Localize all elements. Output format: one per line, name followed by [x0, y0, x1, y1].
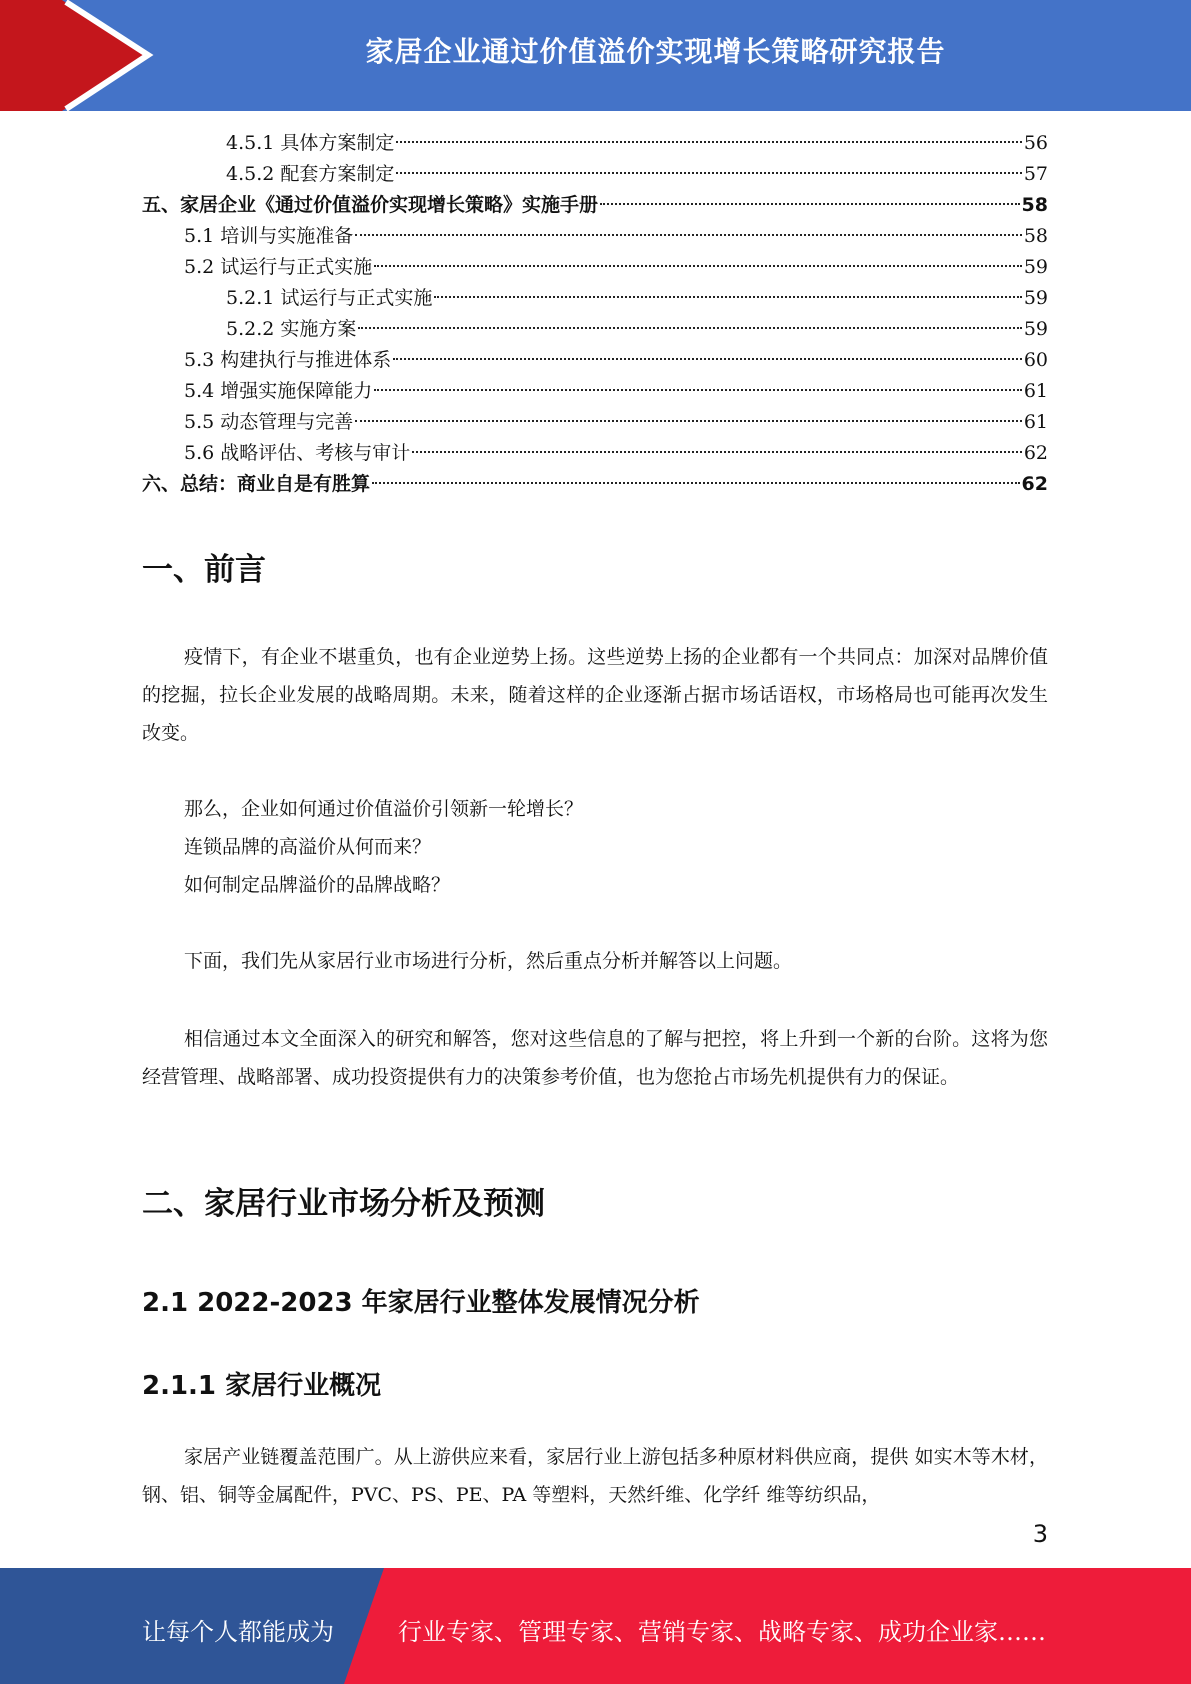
question-line-1: 那么，企业如何通过价值溢价引领新一轮增长？ [184, 798, 584, 820]
toc-entry-page: 61 [1023, 380, 1048, 402]
toc-entry-page: 62 [1023, 442, 1048, 464]
table-of-contents [142, 128, 1048, 500]
footer-slogan-left: 让每个人都能成为 [142, 1618, 334, 1646]
page-footer [0, 1568, 1191, 1684]
red-chevron-decoration [0, 0, 160, 111]
toc-leader-dots [393, 358, 1022, 360]
toc-entry-page: 61 [1023, 411, 1048, 433]
toc-entry-page: 58 [1023, 225, 1048, 247]
toc-entry-page: 59 [1023, 318, 1048, 340]
toc-entry[interactable] [142, 376, 1048, 407]
industry-overview-paragraph: 家居产业链覆盖范围广。从上游供应来看，家居行业上游包括多种原材料供应商，提供 如实木等木材，钢、铝、铜等金属配件，PVC、PS、PE、PA 等塑料，天然纤维、化学纤 维等纺织品， [142, 1446, 1048, 1506]
question-line-2: 连锁品牌的高溢价从何而来？ [184, 836, 432, 858]
toc-entry[interactable] [142, 283, 1048, 314]
page-header [0, 0, 1191, 111]
preface-paragraph-3: 相信通过本文全面深入的研究和解答，您对这些信息的了解与把控，将上升到一个新的台阶。这将为您经营管理、战略部署、成功投资提供有力的决策参考价值，也为您抢占市场先机提供有力的保证。 [142, 1028, 1048, 1088]
toc-entry[interactable] [142, 469, 1048, 500]
section-heading-preface: 一、前言 [142, 552, 266, 588]
toc-entry-page: 58 [1021, 194, 1048, 216]
toc-entry-page: 59 [1023, 256, 1048, 278]
toc-entry-title: 六、总结：商业自是有胜算 [142, 473, 371, 495]
toc-leader-dots [355, 420, 1022, 422]
subsection-heading-2-1: 2.1 2022-2023 年家居行业整体发展情况分析 [142, 1288, 700, 1318]
toc-entry-page: 62 [1021, 473, 1048, 495]
question-line-3: 如何制定品牌溢价的品牌战略？ [184, 874, 451, 896]
toc-entry-title: 5.6 战略评估、考核与审计 [184, 442, 411, 464]
toc-leader-dots [434, 296, 1021, 298]
section-heading-market-analysis: 二、家居行业市场分析及预测 [142, 1186, 545, 1222]
toc-entry[interactable] [142, 314, 1048, 345]
toc-entry[interactable] [142, 407, 1048, 438]
toc-entry[interactable] [142, 221, 1048, 252]
toc-leader-dots [372, 482, 1020, 484]
toc-entry-title: 5.2.1 试运行与正式实施 [226, 287, 433, 309]
toc-leader-dots [396, 141, 1021, 143]
toc-leader-dots [600, 203, 1020, 205]
report-title: 家居企业通过价值溢价实现增长策略研究报告 [365, 35, 946, 68]
toc-leader-dots [374, 265, 1022, 267]
toc-entry[interactable] [142, 128, 1048, 159]
toc-entry-title: 4.5.2 配套方案制定 [226, 163, 395, 185]
toc-leader-dots [396, 172, 1021, 174]
toc-entry[interactable] [142, 159, 1048, 190]
toc-leader-dots [412, 451, 1022, 453]
toc-entry-title: 5.2.2 实施方案 [226, 318, 357, 340]
toc-leader-dots [358, 327, 1021, 329]
toc-entry-page: 57 [1023, 163, 1048, 185]
toc-entry[interactable] [142, 252, 1048, 283]
footer-slogan-right: 行业专家、管理专家、营销专家、战略专家、成功企业家…… [398, 1618, 1046, 1646]
toc-leader-dots [355, 234, 1022, 236]
toc-entry-title: 5.2 试运行与正式实施 [184, 256, 373, 278]
toc-entry[interactable] [142, 345, 1048, 376]
page-number: 3 [1032, 1520, 1048, 1548]
subsection-heading-2-1-1: 2.1.1 家居行业概况 [142, 1371, 382, 1401]
preface-paragraph-1: 疫情下，有企业不堪重负，也有企业逆势上扬。这些逆势上扬的企业都有一个共同点：加深对品牌价值的挖掘，拉长企业发展的战略周期。未来，随着这样的企业逐渐占据市场话语权，市场格局也可能再次发生改变。 [142, 646, 1048, 744]
toc-entry-page: 59 [1023, 287, 1048, 309]
toc-entry-title: 5.5 动态管理与完善 [184, 411, 354, 433]
toc-entry[interactable] [142, 190, 1048, 221]
preface-paragraph-2: 下面，我们先从家居行业市场进行分析，然后重点分析并解答以上问题。 [184, 950, 793, 972]
toc-entry-title: 5.3 构建执行与推进体系 [184, 349, 392, 371]
toc-entry[interactable] [142, 438, 1048, 469]
toc-leader-dots [374, 389, 1022, 391]
toc-entry-title: 5.1 培训与实施准备 [184, 225, 354, 247]
toc-entry-title: 4.5.1 具体方案制定 [226, 132, 395, 154]
toc-entry-title: 五、家居企业《通过价值溢价实现增长策略》实施手册 [142, 194, 599, 216]
toc-entry-title: 5.4 增强实施保障能力 [184, 380, 373, 402]
toc-entry-page: 56 [1023, 132, 1048, 154]
toc-entry-page: 60 [1023, 349, 1048, 371]
